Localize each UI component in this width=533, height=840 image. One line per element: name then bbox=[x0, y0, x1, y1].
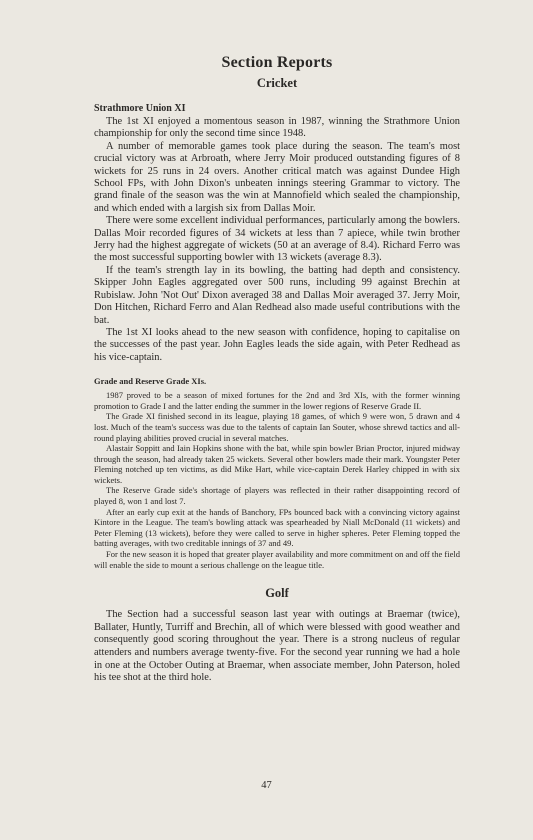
first-xi-report bbox=[94, 103, 460, 364]
cricket-heading: Cricket bbox=[256, 76, 298, 90]
paragraph: The Section had a successful season last year with outings at Braemar (twice), Ballater, Huntly, Turriff and Brechin, all of which were blessed with good weather and consequently good scoring throughout the year. There is a strong nucleus of regular attenders and numbers average twenty-five. For the second year running we had a hole in one at the October Outing at Braemar, when associate member, John Paterson, holed his tee shot at the third hole. bbox=[94, 609, 460, 684]
first-xi-heading: Strathmore Union XI bbox=[94, 103, 186, 114]
grade-reserve-report bbox=[94, 376, 460, 570]
page-title: Section Reports bbox=[221, 54, 333, 71]
paragraph: 1987 proved to be a season of mixed fortunes for the 2nd and 3rd XIs, with the former winning promotion to Grade I and the latter ending the summer in the lower regions of Reserve Grade II. bbox=[94, 390, 460, 411]
golf-heading: Golf bbox=[265, 586, 289, 601]
paragraph: The 1st XI looks ahead to the new season with confidence, hoping to capitalise on the successes of the past year. John Eagles leads the side again, with Peter Redhead as his vice-captain. bbox=[94, 326, 460, 363]
paragraph: If the team's strength lay in its bowling, the batting had depth and consistency. Skipper John Eagles aggregated over 500 runs, including 99 against Brechin at Rubislaw. John 'Not Out' Dixon averaged 38 and Dallas Moir averaged 37. Jerry Moir, Don Hitchen, Richard Ferro and Alan Redhead also made useful contributions with the bat. bbox=[94, 264, 460, 326]
golf-section bbox=[94, 586, 460, 685]
paragraph: After an early cup exit at the hands of Banchory, FPs bounced back with a convincing victory against Kintore in the League. The team's bowling attack was spearheaded by Niall McDonald (11 wickets) and Peter Fleming (13 wickets), before they were called to serve in higher spheres. Peter Fleming topped the batting averages, with two creditable innings of 37 and 49. bbox=[94, 506, 460, 549]
paragraph: There were some excellent individual performances, particularly among the bowlers. Dallas Moir recorded figures of 34 wickets at less than 7 apiece, while twin brother Jerry had the highest aggregate of wickets (50 at an average of 8.4). Richard Ferro was the most successful supporting bowler with 13 wickets (average 8.3). bbox=[94, 215, 460, 264]
cricket-section bbox=[94, 76, 460, 570]
paragraph: The Grade XI finished second in its league, playing 18 games, of which 9 were won, 5 drawn and 4 lost. Much of the team's success was due to the talents of captain Ian Souter, whose shrewd tactics and all-round playing abilities proved crucial in several matches. bbox=[94, 411, 460, 443]
page-number: 47 bbox=[261, 780, 272, 791]
page-content bbox=[94, 54, 460, 685]
grade-reserve-heading: Grade and Reserve Grade XIs. bbox=[94, 376, 207, 387]
paragraph: A number of memorable games took place during the season. The team's most crucial victory was at Arbroath, where Jerry Moir produced outstanding figures of 8 wickets for 25 runs in 24 overs. Another critical match was against Dundee High School FPs, with John Dixon's unbeaten innings steering Grammar to victory. The grand finale of the season was the win at Mannofield which sealed the championship, and which ended with a largish six from Dallas Moir. bbox=[94, 140, 460, 214]
paragraph: For the new season it is hoped that greater player availability and more commitment on and off the field will enable the side to mount a serious challenge on the league title. bbox=[94, 549, 460, 570]
paragraph: The Reserve Grade side's shortage of players was reflected in their rather disappointing record of played 8, won 1 and lost 7. bbox=[94, 485, 460, 507]
paragraph: The 1st XI enjoyed a momentous season in 1987, winning the Strathmore Union championship for only the second time since 1948. bbox=[94, 116, 460, 140]
paragraph: Alastair Soppitt and Iain Hopkins shone with the bat, while spin bowler Brian Proctor, injured midway through the season, had already taken 25 wickets. Several other bowlers made their mark. Youngster Peter Fleming notched up ten victims, as did Mike Hart, while vice-captain Derek Harley chipped in with six wickets. bbox=[94, 443, 460, 485]
